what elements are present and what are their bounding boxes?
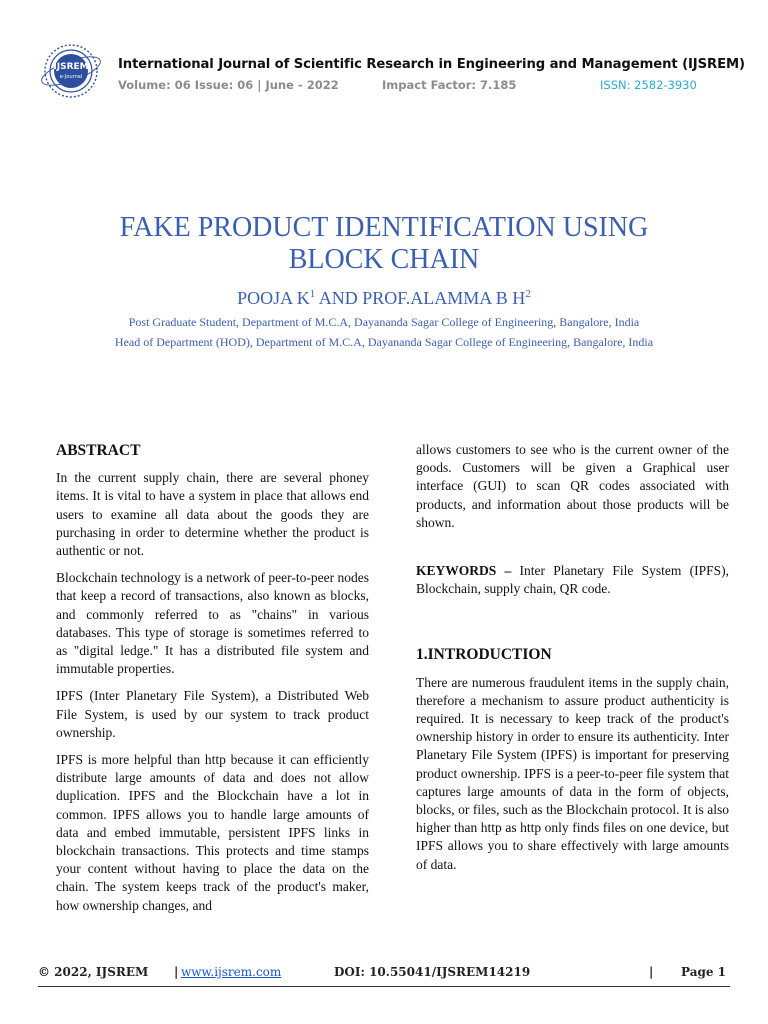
volume-issue: Volume: 06 Issue: 06 | June - 2022 bbox=[118, 78, 339, 92]
paper-title bbox=[0, 212, 768, 276]
footer-separator-2: | bbox=[649, 965, 654, 979]
affiliation-2: Head of Department (HOD), Department of M.C.A, Dayananda Sagar College of Engineering, Bangalore, India bbox=[114, 335, 654, 349]
abstract-paragraph-1: In the current supply chain, there are several phoney items. It is vital to have a system in place that allows end users to examine all data about the goods they are purchasing in order to determine whether the product is authentic or not. bbox=[56, 470, 369, 559]
title-line-1: FAKE PRODUCT IDENTIFICATION USING bbox=[119, 212, 649, 243]
title-line-2: BLOCK CHAIN bbox=[288, 244, 480, 275]
footer-separator: | bbox=[174, 965, 179, 979]
journal-header bbox=[38, 42, 745, 102]
impact-factor: Impact Factor: 7.185 bbox=[382, 78, 517, 92]
footer-doi: DOI: 10.55041/IJSREM14219 bbox=[334, 965, 531, 979]
page-footer bbox=[38, 965, 730, 985]
affiliation-1: Post Graduate Student, Department of M.C.A, Dayananda Sagar College of Engineering, Bangalore, India bbox=[128, 315, 640, 329]
abstract-paragraph-2: Blockchain technology is a network of peer-to-peer nodes that keep a record of transactions, also known as blocks, and commonly referred to as "chains" in various databases. This type of storage is sometimes referred to as "digital ledge." It has a distributed file system and immutable properties. bbox=[56, 570, 369, 677]
website-link[interactable]: www.ijsrem.com bbox=[181, 965, 282, 979]
left-column bbox=[56, 442, 369, 915]
paper-authors: POOJA $K^1$ AND PROF.ALAMMA B $H^2$ bbox=[237, 288, 531, 308]
footer-rule bbox=[38, 986, 730, 987]
right-column bbox=[416, 441, 729, 874]
abstract-continued: allows customers to see who is the current owner of the goods. Customers will be given a Graphical user interface (GUI) to scan QR codes associated with products, and information about those products will be shown. bbox=[416, 442, 729, 530]
issn: ISSN: 2582-3930 bbox=[600, 78, 697, 92]
introduction-paragraph: There are numerous fraudulent items in the supply chain, therefore a mechanism to assure product authenticity is required. It is necessary to keep track of the product's ownership history in order to ensure its authenticity. Inter Planetary File System (IPFS) is important for preserving product ownership. IPFS is a peer-to-peer file system that captures large amounts of data in the form of objects, blocks, or files, such as the Blockchain protocol. It is also higher than http as http only finds files on one device, but IPFS allows you to share effectively with large amounts of data. bbox=[416, 674, 729, 872]
journal-title: International Journal of Scientific Research in Engineering and Management (IJSREM) bbox=[118, 57, 745, 72]
keywords: KEYWORDS – Inter Planetary File System (IPFS), Blockchain, supply chain, QR code. bbox=[416, 563, 730, 597]
svg-text:e-Journal: e-Journal bbox=[59, 74, 83, 80]
abstract-paragraph-3: IPFS (Inter Planetary File System), a Distributed Web File System, is used by our system to track product ownership. bbox=[56, 688, 369, 740]
page-number: Page 1 bbox=[681, 965, 727, 979]
svg-text:IJSREM: IJSREM bbox=[53, 62, 89, 72]
ijsrem-logo bbox=[38, 42, 104, 100]
abstract-paragraph-4: IPFS is more helpful than http because it can efficiently distribute large amounts of data and does not allow duplication. IPFS and the Blockchain have a lot in common. IPFS allows you to handle large amounts of data and embed immutable, persistent IPFS links in blockchain transactions. This protects and time stamps your content without having to place the data on the chain. The system keeps track of the product's maker, how ownership changes, and bbox=[56, 752, 369, 913]
abstract-heading: ABSTRACT bbox=[56, 442, 141, 459]
footer-copyright: © 2022, IJSREM bbox=[38, 965, 149, 979]
introduction-heading: 1.INTRODUCTION bbox=[416, 646, 552, 664]
